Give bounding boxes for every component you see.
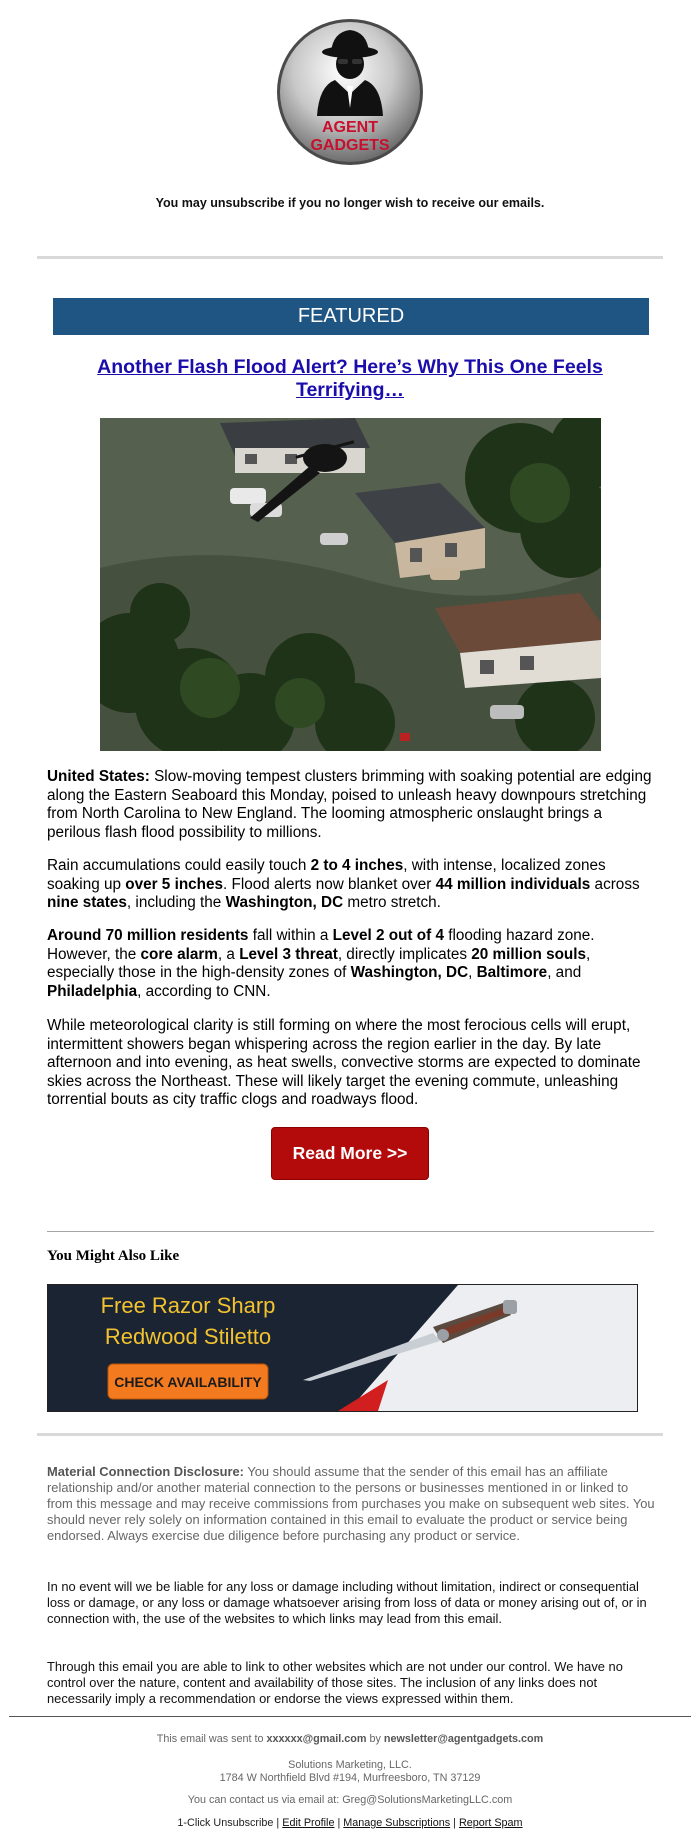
logo-text-line1: AGENT xyxy=(322,119,378,136)
featured-headline xyxy=(70,356,630,402)
read-more-button[interactable]: Read More >> xyxy=(271,1127,429,1180)
liability-disclaimer: In no event will we be liable for any loss or damage including without limitation, indirect or consequential loss or damage, or any loss or damage whatsoever arising from loss of data or money arising out of, or in connection with, the use of the websites to which links may lead from this email. xyxy=(47,1579,647,1626)
manage-subscriptions-link[interactable]: Manage Subscriptions xyxy=(343,1817,451,1829)
divider xyxy=(37,1433,663,1436)
text: by xyxy=(366,1733,384,1745)
ad-line2: Redwood Stiletto xyxy=(104,1324,272,1349)
emphasis: Washington, DC xyxy=(350,964,469,981)
emphasis: Philadelphia xyxy=(47,982,138,1000)
article-paragraph-1 xyxy=(47,768,657,842)
disclosure-text: You should assume that the sender of this email has an affiliate relationship and/or another material connection to the persons or businesses mentioned in or linked to from this message and may receive commissions from purchases you make on subsequent web sites. You should never rely solely on information contained in this email to evaluate the product or service being endorsed. Always exercise due diligence before purchasing any product or service. xyxy=(47,1464,655,1543)
text: , directly implicates xyxy=(337,945,472,963)
article-paragraph-2 xyxy=(47,857,657,913)
divider xyxy=(37,256,663,259)
article-paragraph-4: While meteorological clarity is still forming on where the most ferocious cells will erupt, intermittent showers began whispering across the region earlier in the day. By late afternoon and into evening, as heat swells, convective storms are expected to dominate skies across the Northeast. These will likely target the evening commute, unleashing torrential bouts as city traffic clogs and roadways flood. xyxy=(47,1017,641,1108)
separator: | xyxy=(334,1817,344,1829)
article-paragraph-3 xyxy=(47,927,657,1001)
ad-line1: Free Razor Sharp xyxy=(100,1293,276,1318)
unsubscribe-note: You may unsubscribe if you no longer wish to receive our emails. xyxy=(155,196,545,210)
report-spam-link[interactable]: Report Spam xyxy=(458,1817,523,1829)
links-disclaimer: Through this email you are able to link to other websites which are not under our control. We have no control over the nature, content and availability of those sites. The inclusion of any links does not necessarily imply a recommendation or endorse the views expressed within them. xyxy=(47,1659,623,1706)
emphasis: core alarm xyxy=(140,945,218,963)
article-text: Slow-moving tempest clusters brimming with soaking potential are edging along the Eastern Seaboard this Monday, poised to unleash heavy downpours stretching from North Carolina to New England. The looming atmospheric onslaught brings a perilous flash flood possibility to millions. xyxy=(47,768,652,841)
emphasis: Baltimore xyxy=(476,964,548,981)
text: flooding hazard zone. However, the xyxy=(47,927,595,963)
footer-links xyxy=(0,1817,700,1830)
text: , with intense, localized zones soaking up xyxy=(47,857,606,893)
emphasis: nine states xyxy=(47,894,127,911)
text: across xyxy=(590,875,640,893)
text: , a xyxy=(217,945,240,963)
logo-text-line2: GADGETS xyxy=(310,137,390,154)
emphasis: Level 2 out of 4 xyxy=(332,927,444,944)
agent-gadgets-logo xyxy=(275,16,425,168)
sender-email: newsletter@agentgadgets.com xyxy=(383,1733,544,1745)
material-disclosure xyxy=(47,1464,657,1544)
text: , and xyxy=(547,964,582,981)
street-address: 1784 W Northfield Blvd #194, Murfreesboro, TN 37129 xyxy=(219,1772,481,1784)
edit-profile-link[interactable]: Edit Profile xyxy=(282,1817,335,1829)
emphasis: 44 million individuals xyxy=(435,875,591,893)
text: , according to CNN. xyxy=(137,982,271,1000)
text: . Flood alerts now blanket over xyxy=(223,875,436,893)
disclosure-lead: Material Connection Disclosure: xyxy=(47,1464,244,1479)
emphasis: Washington, DC xyxy=(225,894,344,911)
separator: | xyxy=(450,1817,459,1829)
text: , including the xyxy=(126,894,226,911)
text: This email was sent to xyxy=(156,1733,267,1745)
sent-to-line xyxy=(0,1733,700,1746)
also-like-heading: You Might Also Like xyxy=(47,1248,180,1264)
divider xyxy=(9,1716,691,1717)
article-location: United States: xyxy=(47,768,150,785)
emphasis: 2 to 4 inches xyxy=(310,857,404,874)
text: Rain accumulations could easily touch xyxy=(47,857,311,874)
flood-photo[interactable] xyxy=(100,418,601,751)
ad-cta: CHECK AVAILABILITY xyxy=(114,1374,262,1390)
emphasis: over 5 inches xyxy=(125,875,224,893)
text: , xyxy=(468,964,477,981)
headline-link[interactable]: Another Flash Flood Alert? Here’s Why This One Feels Terrifying… xyxy=(97,356,603,401)
emphasis: 20 million souls xyxy=(471,945,587,963)
featured-banner: FEATURED xyxy=(53,298,649,335)
text: metro stretch. xyxy=(343,894,441,911)
separator: | xyxy=(273,1817,283,1829)
one-click-unsubscribe[interactable]: 1-Click Unsubscribe xyxy=(177,1817,274,1829)
stiletto-ad-banner[interactable] xyxy=(47,1284,638,1412)
recipient-email: xxxxxx@gmail.com xyxy=(266,1733,367,1745)
divider xyxy=(47,1231,654,1232)
company-name: Solutions Marketing, LLC. xyxy=(288,1759,412,1771)
emphasis: Around 70 million residents xyxy=(47,927,249,944)
text: fall within a xyxy=(248,927,333,944)
emphasis: Level 3 threat xyxy=(239,945,338,963)
company-address xyxy=(0,1759,700,1785)
text: , especially those in the high-density zones of xyxy=(47,945,591,981)
contact-line: You can contact us via email at: Greg@SolutionsMarketingLLC.com xyxy=(187,1794,513,1806)
